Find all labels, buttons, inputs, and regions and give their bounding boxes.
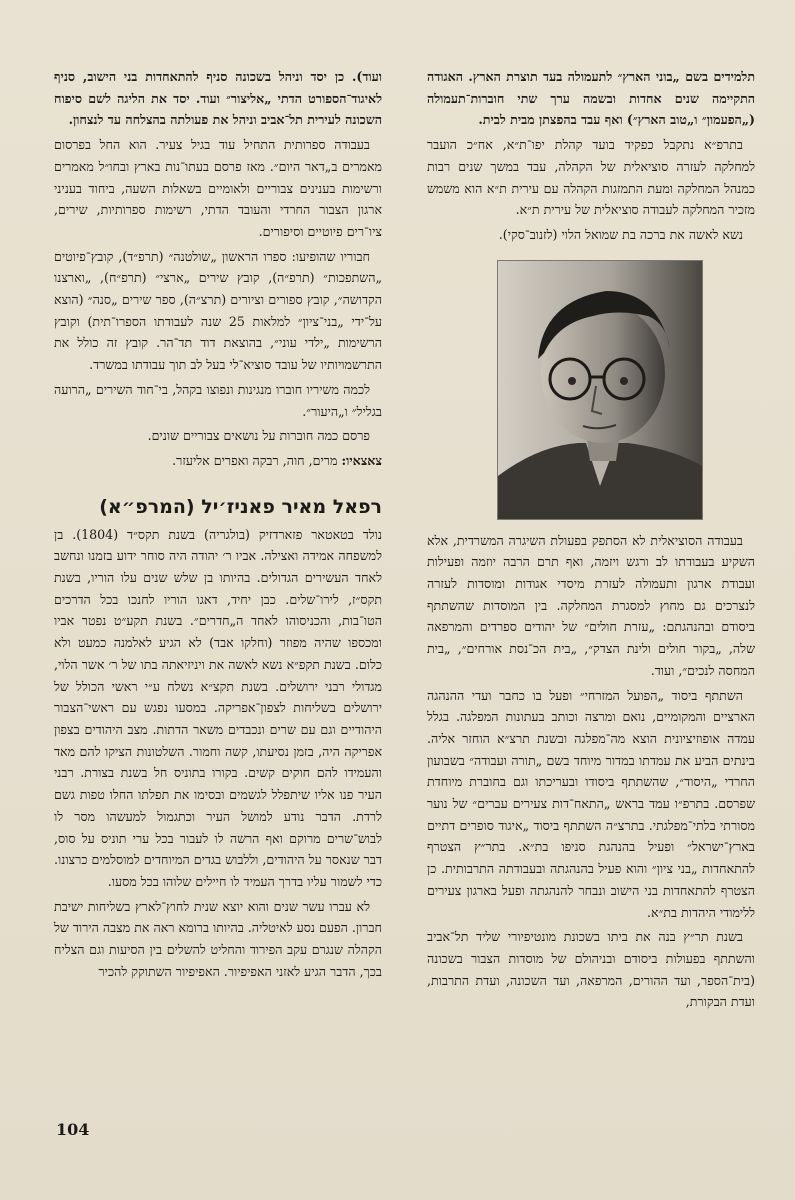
descendants-label: צאצאיו: <box>341 452 382 468</box>
right-column <box>427 66 755 1016</box>
paragraph: נשא לאשה את ברכה בת שמואל הלוי (לזנוב־סקי). <box>498 226 743 242</box>
descendants-names: מרים, חוה, רבקה ואפרים אליעזר. <box>172 452 338 468</box>
descendants-line <box>54 450 382 472</box>
paragraph: בתרפ״א נתקבל כפקיד בועד קהלת יפו־ת״א, אח״כ הועבר למחלקה לעזרה סוציאלית של הקהלה, עבד במשך שנים רבות כמנהל המחלקה ומעת התמזגות הקהלה עם עירית ת״א הוא משמש מזכיר המחלקה לעבודה סוציאלית של עירית ת״א. <box>427 137 755 218</box>
paragraph: בעבודה ספרותית התחיל עוד בגיל צעיר. הוא החל בפרסום מאמרים ב„דאר היום״. מאז פרסם בעתו־נות בארץ ובחו״ל מאמרים ורשימות בענינים צבוריים ולאומיים בשאלות השעה, ביחוד בעניני ארגון הצבור החרדי והעובד הדתי, רשימות ספרותיות, שירים, ציו־רים פיוטיים וסיפורים. <box>54 137 382 239</box>
paragraph: נולד בטאטאר פזארדזיק (בולגריה) בשנת תקס״ד (1804). בן למשפחה אמידה ואצילה. אביו ר׳ יהודה היה סוחר ידוע בזמנו ונחשב לאחד העשירים הגדולים. בהיותו בן שלש שנים עלו הוריו, בשנת תקס״ז, לירו־שלים. כבן יחיד, דאגו הוריו לחנכו בכל הדרכים הטו־בות, והכניסוהו לאחד ה„חדרים״. בשנת תקע״ט נפטר אביו ומכספו שהיה מפוזר (וחלקו אבד) לא הגיע לאלמנה כמעט ולא כלום. בשנת תקפ״א נשא לאשה את ויניזיאתה בתו של ר׳ אשר הלוי, מגדולי רבני ירושלים. בשנת תקצ״א נשלח ע״י ראשי הכולל של ירושלים בשליחות לצפון־אפריקה. במסעו נפגש עם ראשי־הצבור היהודיים וגם עם שרים ונכבדים משאר הדתות. מצב היהודים בצפון אפריקה היה, בזמן נסיעתו, קשה וחמור. השלטונות הציקו להם מאד והעמידו להם חוקים קשים. בקורו בתוניס חל בשנת בצורת. רבני העיר פנו אליו שיתפלל לגשמים ובסימו את תפלתו החלו טפות גשם לרדת. הדבר נודע למושל העיר וכתגמול למעשהו מסר לו לבוש־שרים מרוקם ואף הרשה לו לעבור בכל ערי תוניס על סוס, דבר שנאסר על היהודים, וללבוש בגדים המיוחדים למוסלמים כרצונו. כדי לשמור עליו בדרך העמיד לו חיילים שלוהו בכל מסעו. <box>54 526 382 889</box>
left-column <box>54 66 382 985</box>
paragraph: חבוריו שהופיעו: ספרו הראשון „שולטנה״ (תרפ״ד), קובץ־פיוטים „השתפכות״ (תרפ״ה), קובץ שירים „ארצי״ (תרפ״ח), „וארצנו הקדושה״, קובץ ספורים וציורים (תרצ״ה), ספר שירים „סנה״ (הוצא על־ידי „בני־ציון״ למלאות 25 שנה לעבודתו הספרו־תית) וקובץ הרשימות „ילדי עוני״, בהוצאת דוד תד־הר. קובץ זה כולל את התרשמויותיו של עובד סוציא־לי בעל לב תוך עבודתו במשרד. <box>54 248 382 373</box>
paragraph: תלמידים בשם „בוני הארץ״ לתעמולה בעד תוצרת הארץ. האגודה התקיימה שנים אחדות ובשמה ערך שתי חוברות־תעמולה („הפעמון״ ו„טוב הארץ״) ואף עבד בהפצתן מבית לבית. <box>427 69 755 128</box>
section-heading: רפאל מאיר פאניז׳יל (המרפ״א) <box>99 495 382 518</box>
portrait-photo <box>497 260 703 520</box>
page-number: 104 <box>56 1120 90 1139</box>
paragraph: ועוד). כן יסד וניהל בשכונה סניף להתאחדות בני הישוב, סניף לאיגוד־הספורט הדתי „אליצור״ ועוד. יסד את הליגה לשם סיפוח השכונה לעירית תל־אביב וניהל את פעולתה בהצלחה עד לנצחון. <box>54 69 382 128</box>
paragraph: לא עברו עשר שנים והוא יוצא שנית לחוץ־לארץ בשליחות ישיבת חברון. הפעם נסע לאיטליה. בהיותו ברומא ראה את מצבה הירוד של הקהלה שנגרם עקב הפירוד והחליט להשלים בין הסיעות וגם הצליח בכך, הדבר הגיע לאזני האפיפיור. האפיפיור השתוקק להכיר <box>54 898 382 979</box>
paragraph: השתתף ביסוד „הפועל המזרחי״ ופעל בו כחבר ועדי ההנהגה הארציים והמקומיים, נואם ומרצה וכותב בעתונות המפלגה. בגלל עמדה אופוזיציונית הוצא מה־מפלגה ובשנת תרצ״א הוחזר אליה. בינתים הביע את עמדתו במדור מיוחד בשם „תורה ועבודה״ בשבועון החרדי „היסוד״, שהשתתף ביסודו ובעריכתו וגם בחוברת מיוחדת שפרסם. בתרפ״ו עמד בראש „התאח־דות צעירים עברים״ של נוער מסורתי בלתי־מפלגתי. בתרצ״ה השתתף ביסוד „איגוד סופרים דתיים בארץ־ישראל״ ופעיל בהנהגת סניפו בת״א. בתר״ץ הצטרף להתאחדות „בני ציון״ והוא פעיל בהנהגתה ובעבודתה התרבותית. כן הצטרף להתאחדות בני הישוב ונבחר להנהגתה ופעל בארגון צעירים ללימודי היהדות בת״א. <box>427 687 755 920</box>
paragraph: בשנת תר״ץ בנה את ביתו בשכונת מונטיפיורי שליד תל־אביב והשתתף בפעולות ביסודם ובניהולם של מוסדות הצבור בשכונה (בית־הספר, ועד ההורים, המרפאה, ועד השכונה, ועדת התרבות, ועדת הבקורת, <box>427 929 755 1010</box>
paragraph: בעבודה הסוציאלית לא הסתפק בפעולת השיגרה המשרדית, אלא השקיע בעבודתו לב ורגש ויזמה, ואף תרם הרבה יוזמה ופעילות ועבודת ארגון ותעמולה לעזרת מיסדי אגודות ומוסדות לעזרה לנצרכים גם מחוץ למסגרת המחלקה. בין המוסדות שהשתתף ביסודם ובהנהגתם: „עזרת חולים״ של יהודים ספרדים והמרפאה שלה, „בקור חולים ולינת הצדק״, „בית הכ־נסת אורחים״, „בית המחסה לנכים״, ועוד. <box>427 532 755 678</box>
paragraph: לכמה משיריו חוברו מנגינות ונפוצו בקהל, בי־חוד השירים „הרועה בגליל״ ו„היעור״. <box>54 381 382 419</box>
portrait-image <box>498 261 702 519</box>
paragraph: פרסם כמה חוברות על נושאים צבוריים שונים. <box>147 428 370 444</box>
